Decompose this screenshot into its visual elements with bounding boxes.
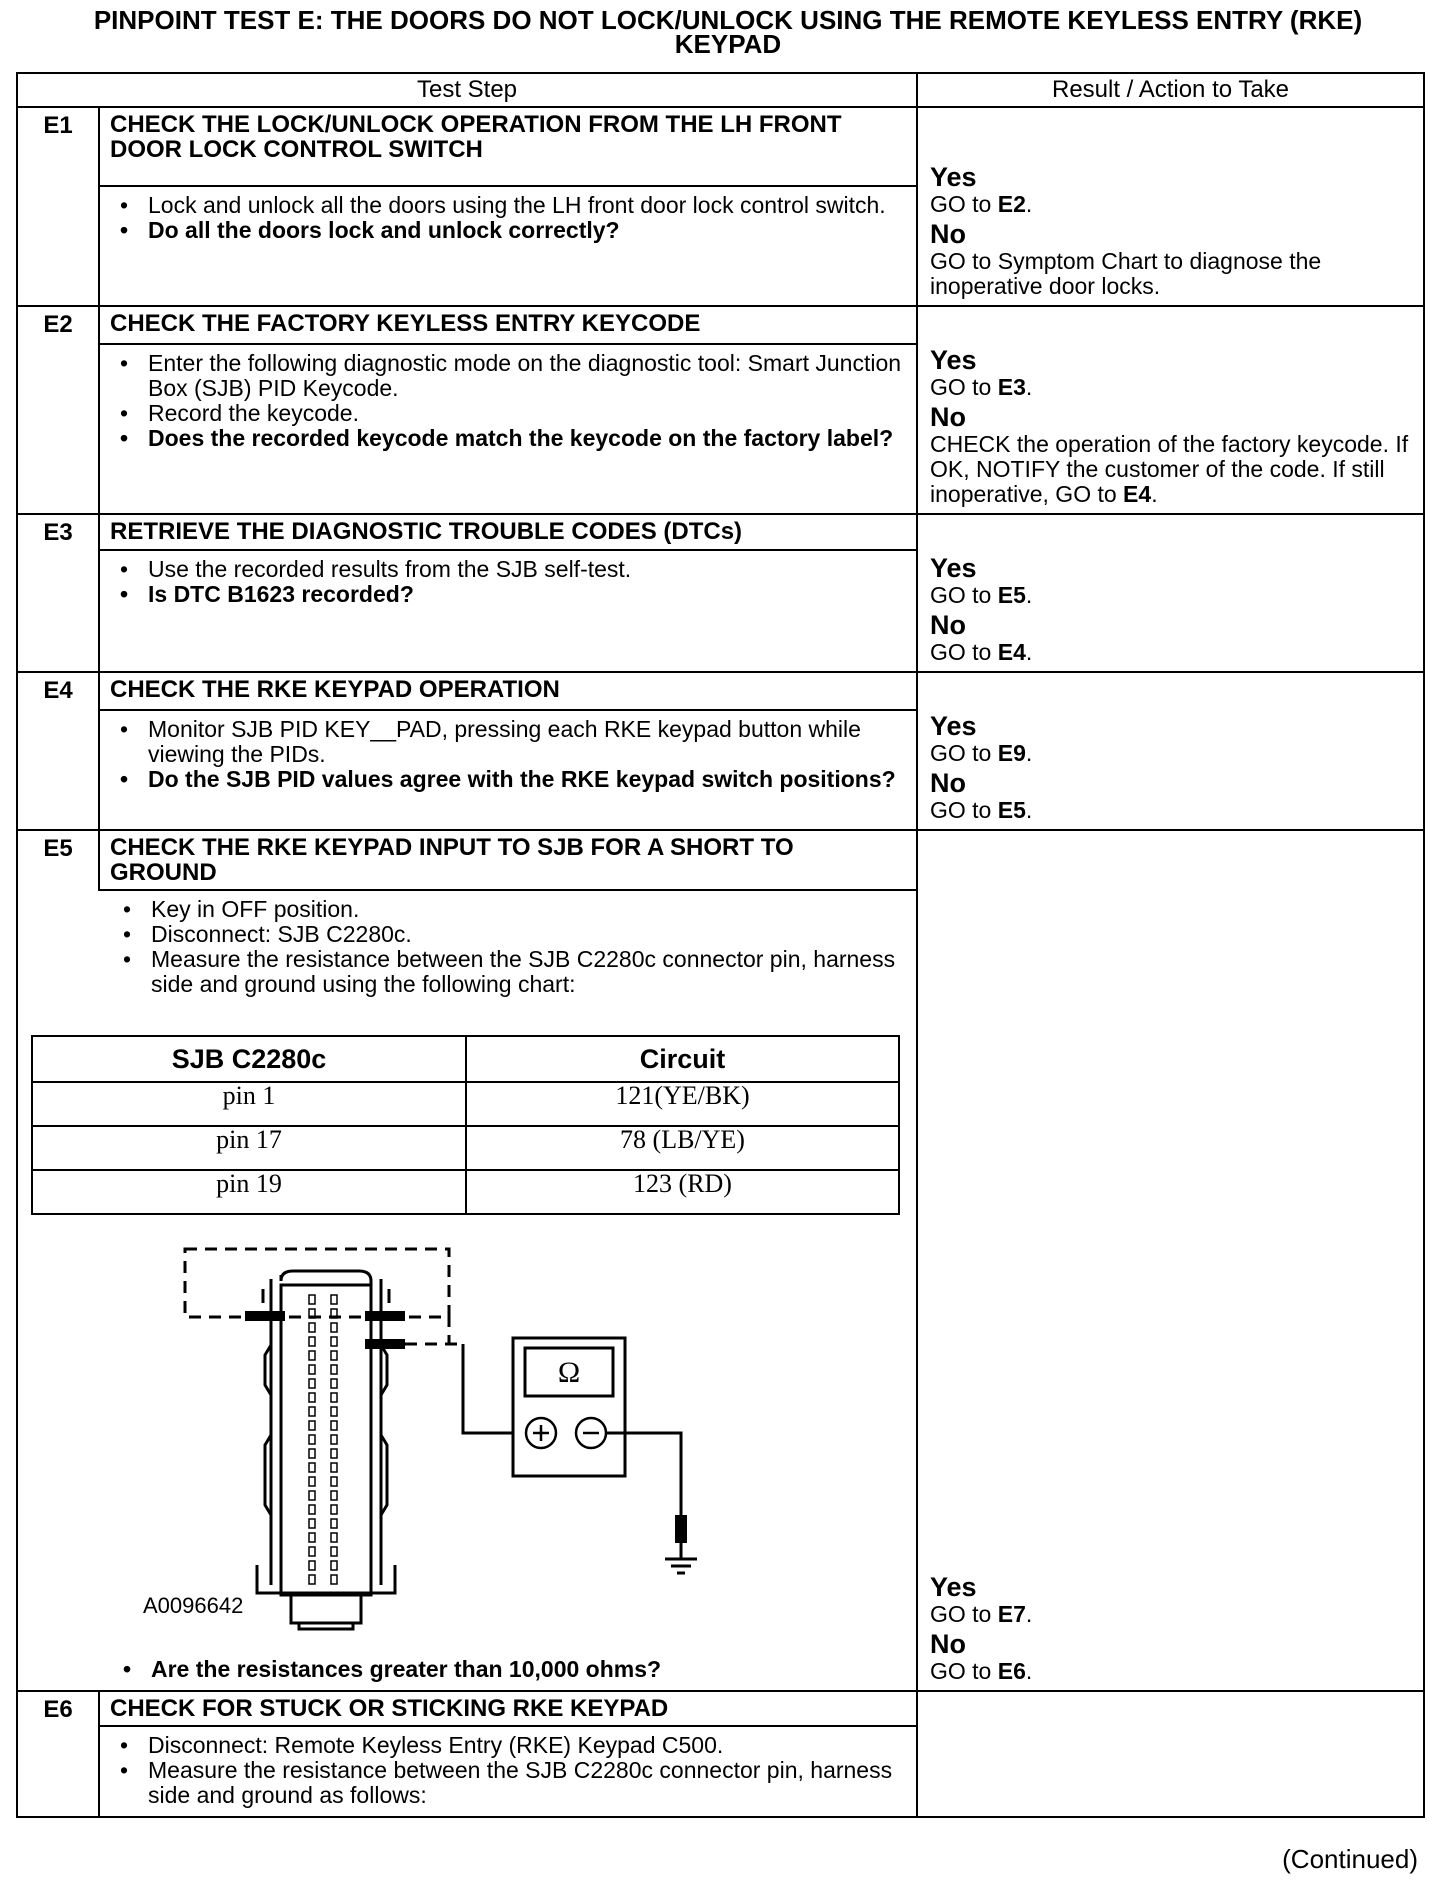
step-e6-result (917, 1691, 1424, 1817)
connector-pin (331, 1533, 337, 1542)
step-e3-heading-row (17, 514, 1424, 550)
resistance-measurement-diagram (31, 1215, 931, 1655)
step-e5-heading-row (17, 830, 1424, 890)
bullet-item: • Record the keycode. (110, 401, 906, 426)
step-number: E4 (17, 672, 99, 710)
connector-pin (309, 1505, 315, 1514)
connector-pin (309, 1351, 315, 1360)
no-label: No (930, 219, 966, 249)
step-e2-result (917, 306, 1424, 514)
connector-pin (309, 1561, 315, 1570)
connector-pin (309, 1407, 315, 1416)
step-number: E6 (17, 1691, 99, 1726)
connector-pin (331, 1505, 337, 1514)
step-body (99, 344, 917, 514)
ground-probe (675, 1515, 687, 1543)
pin-circuit-table (31, 1035, 900, 1215)
bullet-question: • Do all the doors lock and unlock correctly? (110, 218, 906, 243)
connector-pin (331, 1463, 337, 1472)
step-number: E5 (17, 830, 99, 890)
table-row (32, 1126, 899, 1170)
bullet-item: • Disconnect: SJB C2280c. (113, 922, 917, 947)
step-body (99, 890, 917, 1691)
step-e6-heading-row (17, 1691, 1424, 1726)
step-e4-result (917, 672, 1424, 830)
connector-pin (331, 1561, 337, 1570)
table-row (32, 1082, 899, 1126)
connector-pin (331, 1477, 337, 1486)
connector-pin (331, 1365, 337, 1374)
connector-pin (331, 1547, 337, 1556)
no-action: CHECK the operation of the factory keycode. If OK, NOTIFY the customer of the code. If still inoperative, GO to E4. (930, 431, 1409, 507)
connector-pin (331, 1449, 337, 1458)
header-result: Result / Action to Take (917, 73, 1424, 107)
connector-pin (331, 1323, 337, 1332)
bullet-question: • Does the recorded keycode match the keycode on the factory label? (110, 426, 906, 451)
connector-pin (331, 1351, 337, 1360)
pin-table-header-circuit: Circuit (466, 1036, 899, 1082)
connector-pin (309, 1379, 315, 1388)
step-e4-heading-row (17, 672, 1424, 710)
ohm-symbol: Ω (557, 1356, 581, 1389)
pin-cell: pin 19 (32, 1170, 466, 1214)
step-e1-result (917, 107, 1424, 306)
connector-pin-grid (309, 1295, 337, 1584)
circuit-cell: 78 (LB/YE) (466, 1126, 899, 1170)
bullet-item: • Measure the resistance between the SJB C2280c connector pin, harness side and ground as follows: (110, 1758, 906, 1808)
connector-pin (331, 1295, 337, 1304)
yes-label: Yes (930, 345, 977, 375)
connector-pin (331, 1407, 337, 1416)
connector-pin (309, 1533, 315, 1542)
pin-table-header-connector: SJB C2280c (32, 1036, 466, 1082)
circuit-cell: 121(YE/BK) (466, 1082, 899, 1126)
yes-label: Yes (930, 553, 977, 583)
connector-pin (331, 1519, 337, 1528)
no-action: GO to E4. (930, 639, 1033, 665)
ohmmeter (513, 1338, 625, 1476)
connector-ohmmeter-illustration (31, 1215, 931, 1655)
connector-pin (309, 1519, 315, 1528)
no-label: No (930, 610, 966, 640)
step-heading: CHECK THE RKE KEYPAD INPUT TO SJB FOR A SHORT TO GROUND (99, 830, 917, 890)
connector-pin (309, 1575, 315, 1584)
step-body (99, 710, 917, 830)
yes-action: GO to E9. (930, 740, 1033, 766)
step-number: E2 (17, 306, 99, 344)
yes-action: GO to E3. (930, 374, 1033, 400)
connector-pin (331, 1393, 337, 1402)
dashed-callout-box (185, 1249, 449, 1317)
ground-symbol (665, 1543, 697, 1573)
step-number: E3 (17, 514, 99, 550)
table-row (32, 1170, 899, 1214)
no-action: GO to Symptom Chart to diagnose the inoperative door locks. (930, 248, 1322, 299)
step-heading: CHECK THE RKE KEYPAD OPERATION (99, 672, 917, 710)
no-label: No (930, 402, 966, 432)
connector-pin (309, 1365, 315, 1374)
pin-cell: pin 1 (32, 1082, 466, 1126)
no-label: No (930, 1629, 966, 1659)
bullet-question: • Are the resistances greater than 10,000 ohms? (113, 1657, 917, 1682)
connector-pin (309, 1491, 315, 1500)
step-e1-heading-row (17, 107, 1424, 186)
step-body (99, 550, 917, 672)
page-title (0, 5, 1456, 59)
step-heading: CHECK THE LOCK/UNLOCK OPERATION FROM THE LH FRONT DOOR LOCK CONTROL SWITCH (99, 107, 917, 186)
bullet-item: • Monitor SJB PID KEY__PAD, pressing each RKE keypad button while viewing the PIDs. (110, 717, 906, 767)
bullet-item: • Key in OFF position. (113, 897, 917, 922)
yes-label: Yes (930, 711, 977, 741)
connector-pin (309, 1477, 315, 1486)
no-label: No (930, 768, 966, 798)
connector-pin (309, 1547, 315, 1556)
step-e5-result (917, 830, 1424, 1691)
step-number: E1 (17, 107, 99, 186)
bullet-question: • Is DTC B1623 recorded? (110, 582, 906, 607)
bullet-question: • Do the SJB PID values agree with the RKE keypad switch positions? (110, 767, 906, 792)
table-header-row (17, 73, 1424, 107)
step-body (99, 186, 917, 306)
connector-pin (309, 1337, 315, 1346)
connector-pin (309, 1435, 315, 1444)
connector-pin (309, 1449, 315, 1458)
yes-action: GO to E5. (930, 582, 1033, 608)
connector-pin (331, 1379, 337, 1388)
connector-pin (309, 1463, 315, 1472)
pin-table-header (32, 1036, 899, 1082)
step-e3-result (917, 514, 1424, 672)
step-heading: RETRIEVE THE DIAGNOSTIC TROUBLE CODES (DTCs) (99, 514, 917, 550)
yes-label: Yes (930, 1572, 977, 1602)
probe-test-lead (365, 1339, 405, 1349)
no-action: GO to E5. (930, 797, 1033, 823)
connector-pin (309, 1421, 315, 1430)
connector-pin (309, 1295, 315, 1304)
yes-action: GO to E2. (930, 191, 1033, 217)
figure-label: A0096642 (143, 1593, 244, 1618)
step-e2-heading-row (17, 306, 1424, 344)
connector-c2280c (257, 1271, 395, 1629)
connector-pin (331, 1435, 337, 1444)
bullet-item: • Measure the resistance between the SJB C2280c connector pin, harness side and ground using the following chart: (113, 947, 917, 997)
pinpoint-test-table (16, 72, 1425, 1818)
bullet-item: • Lock and unlock all the doors using the LH front door lock control switch. (110, 193, 906, 218)
bullet-item: • Enter the following diagnostic mode on the diagnostic tool: Smart Junction Box (SJB) PID Keycode. (110, 351, 906, 401)
step-body (99, 1726, 917, 1817)
connector-pin (331, 1421, 337, 1430)
title-line-2: KEYPAD (674, 29, 782, 59)
connector-pin (331, 1575, 337, 1584)
continued-label: (Continued) (1282, 1844, 1418, 1874)
pin-cell: pin 17 (32, 1126, 466, 1170)
yes-action: GO to E7. (930, 1601, 1033, 1627)
no-action: GO to E6. (930, 1658, 1033, 1684)
connector-pin (309, 1393, 315, 1402)
connector-pin (331, 1337, 337, 1346)
title-line-1: PINPOINT TEST E: THE DOORS DO NOT LOCK/UNLOCK USING THE REMOTE KEYLESS ENTRY (RKE) (93, 5, 1363, 35)
step-heading: CHECK FOR STUCK OR STICKING RKE KEYPAD (99, 1691, 917, 1726)
connector-pin (331, 1491, 337, 1500)
step-heading: CHECK THE FACTORY KEYLESS ENTRY KEYCODE (99, 306, 917, 344)
probe-left (245, 1311, 285, 1321)
connector-pin (309, 1323, 315, 1332)
bullet-item: • Disconnect: Remote Keyless Entry (RKE) Keypad C500. (110, 1733, 906, 1758)
yes-label: Yes (930, 162, 977, 192)
circuit-cell: 123 (RD) (466, 1170, 899, 1214)
header-test-step: Test Step (17, 73, 917, 107)
probe-right (365, 1311, 405, 1321)
bullet-item: • Use the recorded results from the SJB self-test. (110, 557, 906, 582)
